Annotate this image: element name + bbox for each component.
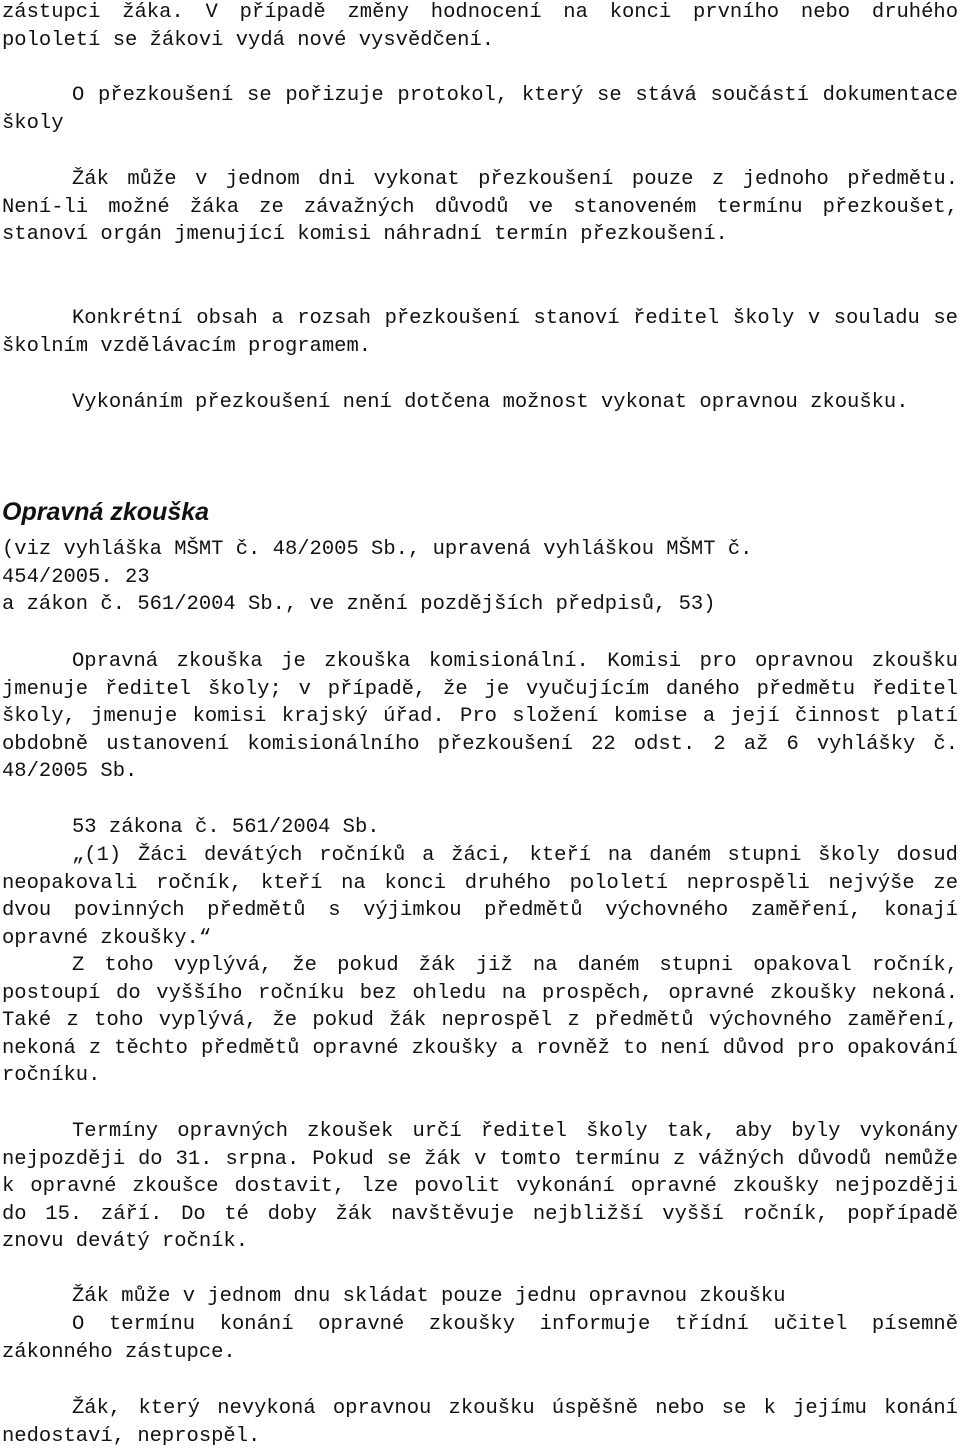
paragraph-failed: Žák, který nevykoná opravnou zkoušku úspěšně nebo se k jejímu konání nedostaví, neprospěl. xyxy=(2,1397,958,1448)
law-citation-title: 53 zákona č. 561/2004 Sb. xyxy=(72,816,380,839)
paragraph-consequences: Z toho vyplývá, že pokud žák již na daném stupni opakoval ročník, postoupí do vyššího ročníku bez ohledu na prospěch, opravné zkoušky nekoná. Také z toho vyplývá, že pokud žák neprospěl z předmětů výchovného zaměření, nekoná z těchto předmětů opravné zkoušky a rovněž to není důvod pro opakování ročníku. xyxy=(2,954,958,1087)
paragraph-dates: Termíny opravných zkoušek určí ředitel školy tak, aby byly vykonány nejpozději do 31. srpna. Pokud se žák v tomto termínu z vážných důvodů nemůže k opravné zkoušce dostavit, lze povolit vykonání opravné zkoušky nejpozději do 15. září. Do té doby žák navštěvuje nejbližší vyšší ročník, popřípadě znovu devátý ročník. xyxy=(2,1120,958,1253)
paragraph-protocol: O přezkoušení se pořizuje protokol, který se stává součástí dokumentace školy xyxy=(2,84,958,135)
paragraph-one-subject: Žák může v jednom dni vykonat přezkoušení pouze z jednoho předmětu. Není-li možné žáka ze závažných důvodů ve stanoveném termínu přezkoušet, stanoví orgán jmenující komisi náhradní termín přezkoušení. xyxy=(2,168,958,246)
paragraph-content-scope: Konkrétní obsah a rozsah přezkoušení stanoví ředitel školy v souladu se školním vzdělávacím programem. xyxy=(2,307,958,358)
legal-reference xyxy=(2,536,958,619)
paragraph-report-card: zástupci žáka. V případě změny hodnocení na konci prvního nebo druhého pololetí se žákovi vydá nové vysvědčení. xyxy=(2,1,958,52)
paragraph-no-impact: Vykonáním přezkoušení není dotčena možnost vykonat opravnou zkoušku. xyxy=(72,391,909,414)
legal-reference-line: a zákon č. 561/2004 Sb., ve znění pozdějších předpisů, 53) xyxy=(2,593,716,616)
paragraph-teacher-informs: O termínu konání opravné zkoušky informuje třídní učitel písemně zákonného zástupce. xyxy=(2,1313,958,1364)
legal-reference-line: 454/2005. 23 xyxy=(2,565,150,589)
legal-reference-line: (viz vyhláška MŠMT č. 48/2005 Sb., upravená vyhláškou MŠMT č. xyxy=(2,538,753,561)
section-heading: Opravná zkouška xyxy=(2,498,210,526)
paragraph-commission: Opravná zkouška je zkouška komisionální. Komisi pro opravnou zkoušku jmenuje ředitel školy; v případě, že je vyučujícím daného předmětu ředitel školy, jmenuje komisi krajský úřad. Pro složení komise a její činnost platí obdobně ustanovení komisionálního přezkoušení 22 odst. 2 až 6 vyhlášky č. 48/2005 Sb. xyxy=(2,650,958,783)
paragraph-law-quote: „(1) Žáci devátých ročníků a žáci, kteří na daném stupni školy dosud neopakovali ročník, kteří na konci druhého pololetí neprospěli nejvýše ze dvou povinných předmětů s výjimkou předmětů výchovného zaměření, konají opravné zkoušky.“ xyxy=(2,844,958,950)
paragraph-one-exam-per-day: Žák může v jednom dnu skládat pouze jednu opravnou zkoušku xyxy=(72,1285,786,1308)
